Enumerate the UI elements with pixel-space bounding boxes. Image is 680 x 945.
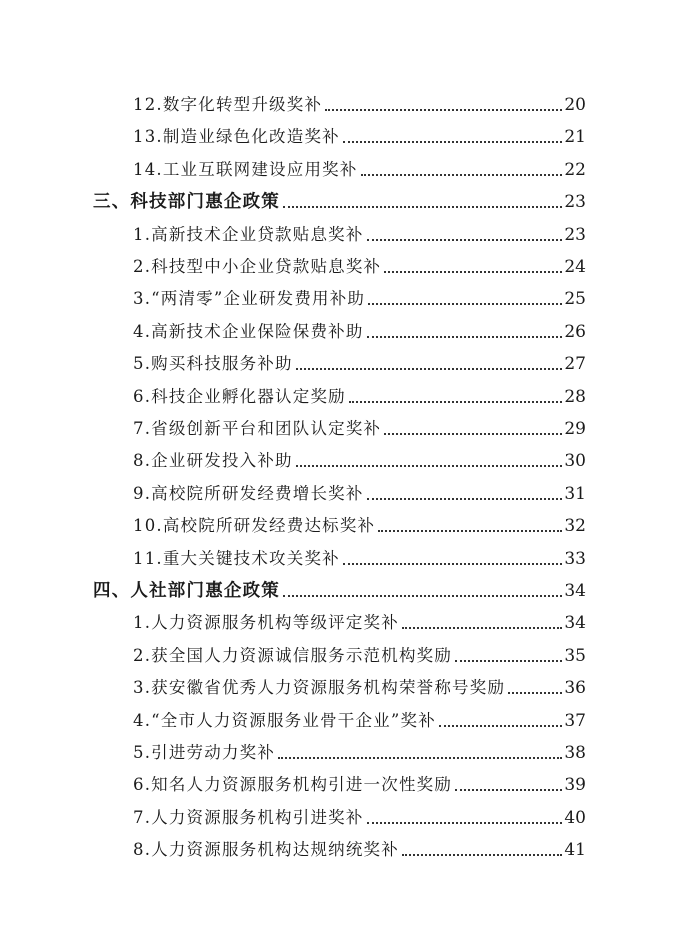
toc-entry-title: 4.“全市人力资源服务业骨干企业”奖补 (133, 710, 436, 730)
dot-leader (325, 109, 562, 111)
dot-leader (361, 174, 563, 176)
toc-entry[interactable] (133, 837, 586, 863)
toc-entry-title: 1.高新技术企业贷款贴息奖补 (133, 224, 364, 244)
toc-entry-title: 11.重大关键技术攻关奖补 (133, 548, 340, 568)
toc-entry[interactable] (133, 513, 586, 539)
dot-leader (349, 401, 563, 403)
toc-entry[interactable] (133, 610, 586, 636)
dot-leader (378, 530, 562, 532)
toc-entry[interactable] (133, 254, 586, 280)
toc-entry[interactable] (133, 92, 586, 118)
toc-entry-title: 13.制造业绿色化改造奖补 (133, 127, 340, 147)
toc-entry-title: 9.高校院所研发经费增长奖补 (133, 483, 364, 503)
dot-leader (368, 303, 562, 305)
toc-entry[interactable] (133, 740, 586, 766)
toc-entry-title: 7.省级创新平台和团队认定奖补 (133, 419, 382, 438)
toc-page-number: 26 (564, 321, 586, 342)
toc-page-number: 20 (564, 95, 586, 115)
toc-entry[interactable] (133, 772, 586, 798)
toc-page-number: 39 (564, 775, 586, 796)
dot-leader (367, 336, 563, 338)
toc-entry-title: 10.高校院所研发经费达标奖补 (133, 516, 376, 536)
toc-entry-title: 3.获安徽省优秀人力资源服务机构荣誉称号奖励 (133, 678, 506, 698)
dot-leader (384, 271, 562, 273)
dot-leader (455, 660, 562, 662)
dot-leader (402, 627, 562, 629)
toc-entry[interactable] (133, 157, 586, 183)
toc-page-number: 34 (564, 581, 586, 601)
toc-page-number: 34 (564, 613, 586, 634)
toc-entry-title: 2.获全国人力资源诚信服务示范机构奖励 (133, 645, 453, 665)
dot-leader (343, 563, 563, 565)
toc-page-number: 40 (564, 807, 586, 828)
dot-leader (439, 725, 562, 727)
toc-page-number: 24 (564, 257, 586, 277)
toc-entry[interactable] (133, 481, 586, 507)
dot-leader (384, 433, 562, 435)
toc-page-number: 33 (564, 548, 586, 569)
toc-page-number: 37 (564, 710, 586, 731)
dot-leader (343, 141, 563, 143)
toc-page-number: 21 (564, 127, 586, 148)
toc-entry-title: 12.数字化转型升级奖补 (133, 95, 323, 114)
toc-page-number: 31 (564, 483, 586, 504)
dot-leader (283, 595, 562, 597)
toc-page-number: 22 (564, 159, 586, 180)
dot-leader (455, 789, 562, 791)
dot-leader (508, 692, 562, 694)
toc-entry[interactable] (133, 319, 586, 345)
toc-entry-title: 1.人力资源服务机构等级评定奖补 (133, 613, 399, 633)
toc-section-heading[interactable] (93, 578, 586, 604)
toc-entry-title: 4.高新技术企业保险保费补助 (133, 321, 364, 341)
toc-entry-title: 四、人社部门惠企政策 (93, 581, 280, 601)
toc-page-number: 28 (564, 386, 586, 407)
toc-entry-title: 3.“两清零”企业研发费用补助 (133, 289, 366, 309)
toc-entry[interactable] (133, 124, 586, 150)
toc-page-number: 23 (564, 192, 586, 213)
toc-page-number: 36 (564, 678, 586, 699)
toc-entry[interactable] (133, 351, 586, 377)
toc-entry[interactable] (133, 643, 586, 669)
dot-leader (296, 368, 563, 370)
toc-section-heading[interactable] (93, 189, 586, 215)
toc-entry-title: 8.企业研发投入补助 (133, 451, 293, 471)
dot-leader (367, 498, 563, 500)
toc-entry[interactable] (133, 708, 586, 734)
dot-leader (278, 757, 562, 759)
toc-page-number: 30 (564, 451, 586, 472)
toc-page-number: 25 (564, 289, 586, 310)
dot-leader (367, 239, 563, 241)
toc-entry[interactable] (133, 384, 586, 410)
toc-entry-title: 7.人力资源服务机构引进奖补 (133, 807, 364, 827)
toc-page-number: 23 (564, 224, 586, 245)
toc-entry[interactable] (133, 448, 586, 474)
toc-entry[interactable] (133, 805, 586, 831)
toc-entry-title: 6.科技企业孵化器认定奖励 (133, 386, 346, 406)
toc-page-number: 27 (564, 354, 586, 375)
toc-entry-title: 5.引进劳动力奖补 (133, 743, 276, 762)
toc-entry-title: 2.科技型中小企业贷款贴息奖补 (133, 257, 382, 276)
toc-page-number: 35 (564, 645, 586, 666)
dot-leader (367, 822, 563, 824)
toc-entry-title: 8.人力资源服务机构达规纳统奖补 (133, 840, 399, 860)
toc-entry[interactable] (133, 416, 586, 442)
toc-entry[interactable] (133, 546, 586, 572)
toc-entry-title: 14.工业互联网建设应用奖补 (133, 159, 358, 179)
dot-leader (402, 854, 562, 856)
toc-entry-title: 6.知名人力资源服务机构引进一次性奖励 (133, 775, 453, 795)
toc-page-number: 41 (564, 840, 586, 861)
toc-entry-title: 三、科技部门惠企政策 (93, 192, 280, 213)
toc-page-number: 29 (564, 419, 586, 439)
toc-entry[interactable] (133, 675, 586, 701)
toc-entry[interactable] (133, 286, 586, 312)
dot-leader (296, 465, 563, 467)
toc-entry-title: 5.购买科技服务补助 (133, 354, 293, 374)
dot-leader (283, 206, 562, 208)
toc-page-number: 32 (564, 516, 586, 537)
toc-entry[interactable] (133, 222, 586, 248)
toc-page-number: 38 (564, 743, 586, 763)
